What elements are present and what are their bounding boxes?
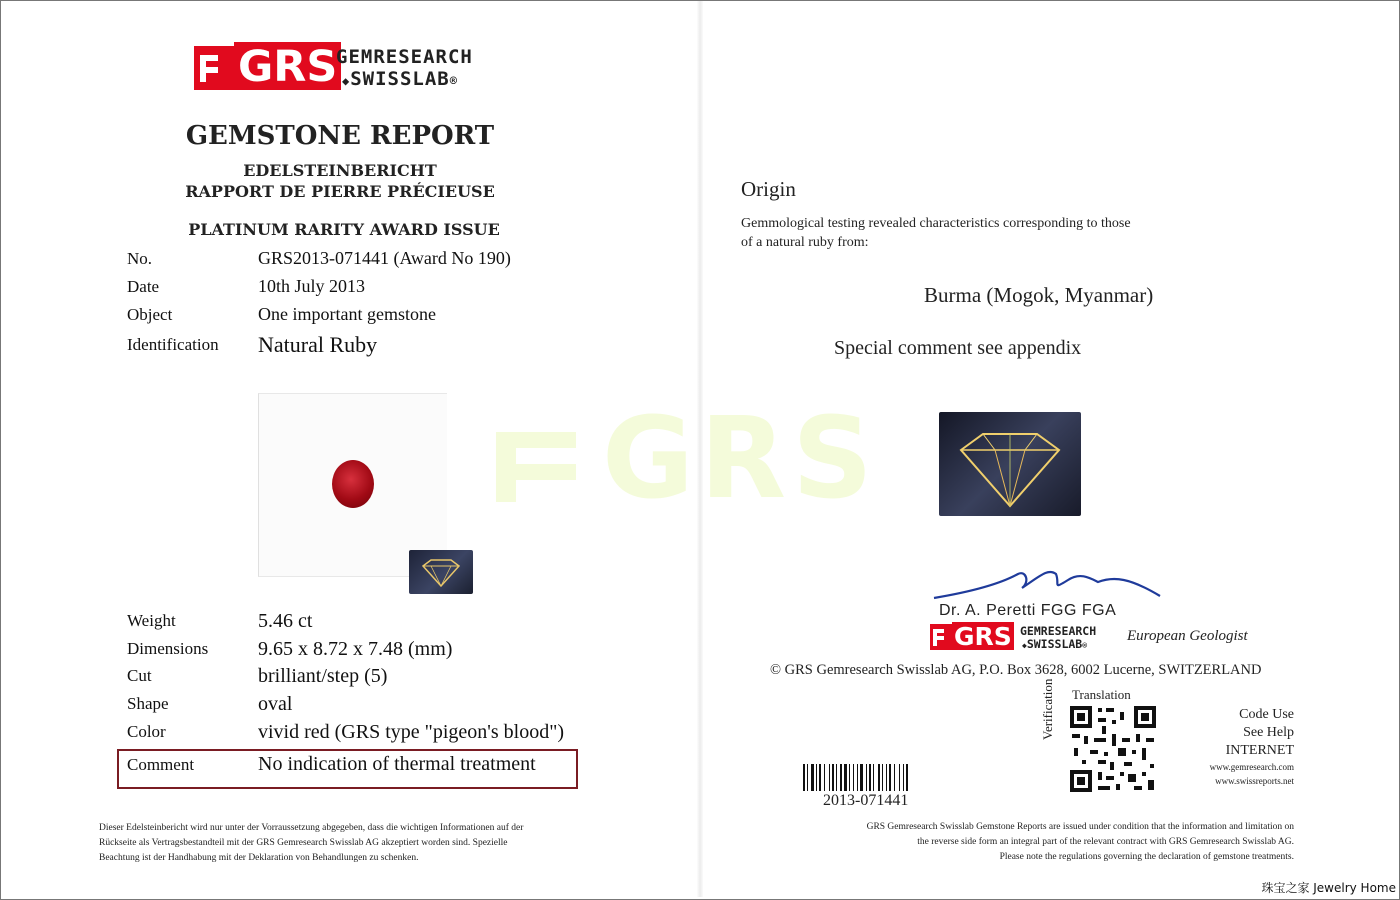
left-disclaimer-line: Rückseite als Vertragsbestandteil mit der GRS Gemresearch Swisslab AG akzeptiert worden sind. Spezielle bbox=[99, 838, 508, 848]
swiss-cross-icon bbox=[930, 624, 952, 650]
spec-value-weight: 5.46 ct bbox=[258, 610, 313, 632]
barcode-bar bbox=[903, 764, 904, 791]
spec-value-cut: brilliant/step (5) bbox=[258, 665, 388, 687]
barcode-bar bbox=[811, 764, 814, 791]
special-comment: Special comment see appendix bbox=[834, 337, 1082, 359]
verification-links bbox=[1210, 706, 1294, 788]
left-disclaimer-line: Beachtung ist der Handhabung mit der Deklaration von Behandlungen zu schenken. bbox=[99, 853, 419, 863]
spec-value-comment: No indication of thermal treatment bbox=[258, 753, 536, 775]
diamond-hologram-icon bbox=[409, 550, 473, 594]
logo-swisslab-text bbox=[1022, 637, 1087, 651]
watermark-text: GRS bbox=[602, 394, 879, 524]
verification-label: Verification bbox=[1040, 678, 1055, 740]
field-value-number: GRS2013-071441 (Award No 190) bbox=[258, 248, 511, 268]
report-subtitle-de: EDELSTEINBERICHT bbox=[243, 161, 437, 180]
barcode-bar bbox=[873, 764, 874, 791]
swiss-cross-icon bbox=[194, 46, 234, 90]
spec-label-comment: Comment bbox=[127, 755, 195, 774]
hologram-seal-small bbox=[409, 550, 473, 594]
barcode-bar bbox=[807, 764, 808, 791]
right-disclaimer bbox=[867, 820, 1294, 865]
barcode-bar bbox=[803, 764, 805, 791]
barcode-bar bbox=[819, 764, 821, 791]
right-disclaimer-line: Please note the regulations governing the declaration of gemstone treatments. bbox=[999, 852, 1294, 862]
spec-label-color: Color bbox=[127, 722, 166, 741]
field-value-object: One important gemstone bbox=[258, 304, 436, 324]
ruby-gemstone-image bbox=[332, 460, 374, 508]
code-use-label: Code Use bbox=[1239, 707, 1294, 722]
url-swissreports[interactable]: www.swissreports.net bbox=[1215, 776, 1294, 786]
spec-value-dimensions: 9.65 x 8.72 x 7.48 (mm) bbox=[258, 638, 453, 660]
internet-label: INTERNET bbox=[1225, 743, 1294, 758]
translation-label: Translation bbox=[1072, 687, 1131, 702]
barcode-number: 2013-071441 bbox=[823, 792, 909, 809]
left-disclaimer bbox=[99, 821, 523, 866]
logo-gemresearch-text: GEMRESEARCH bbox=[1020, 624, 1097, 638]
origin-description-line: of a natural ruby from: bbox=[741, 235, 869, 250]
copyright-address: © GRS Gemresearch Swisslab AG, P.O. Box 3628, 6002 Lucerne, SWITZERLAND bbox=[770, 662, 1262, 678]
logo-swisslab-text bbox=[342, 68, 458, 90]
field-value-date: 10th July 2013 bbox=[258, 276, 366, 296]
origin-description-line: Gemmological testing revealed characteristics corresponding to those bbox=[741, 216, 1131, 231]
barcode-bar bbox=[878, 764, 880, 791]
barcode-bar bbox=[889, 764, 891, 791]
qr-code[interactable] bbox=[1068, 704, 1158, 794]
field-value-identification: Natural Ruby bbox=[258, 332, 378, 357]
image-credit: 珠宝之家 Jewelry Home bbox=[1261, 881, 1396, 895]
barcode-bar bbox=[840, 764, 842, 791]
origin-title: Origin bbox=[741, 177, 796, 201]
diamond-hologram-icon bbox=[939, 412, 1081, 516]
field-label-identification: Identification bbox=[127, 335, 219, 354]
barcode-bar bbox=[816, 764, 817, 791]
barcode-bar bbox=[866, 764, 867, 791]
field-label-date: Date bbox=[127, 277, 160, 296]
logo-swisslab-label: SWISSLAB bbox=[1026, 637, 1083, 651]
field-label-object: Object bbox=[127, 305, 173, 324]
grs-logo-footer bbox=[930, 624, 1120, 652]
logo-gemresearch-text: GEMRESEARCH bbox=[336, 46, 473, 68]
barcode-bar bbox=[857, 764, 858, 791]
spec-label-dimensions: Dimensions bbox=[127, 639, 209, 658]
watermark-cross-icon bbox=[496, 412, 576, 512]
logo-grs-text: GRS bbox=[954, 622, 1012, 651]
grs-watermark bbox=[492, 394, 879, 524]
signer-title: European Geologist bbox=[1127, 628, 1248, 644]
url-gemresearch[interactable]: www.gemresearch.com bbox=[1209, 762, 1294, 772]
spec-label-shape: Shape bbox=[127, 694, 169, 713]
barcode bbox=[803, 764, 945, 791]
barcode-bar bbox=[869, 764, 871, 791]
comment-highlight-box bbox=[117, 749, 578, 789]
spec-label-weight: Weight bbox=[127, 611, 176, 630]
right-disclaimer-line: the reverse side form an integral part of the relevant contract with GRS Gemresearch Swisslab AG. bbox=[917, 837, 1294, 847]
spec-label-cut: Cut bbox=[127, 666, 152, 685]
barcode-bar bbox=[844, 764, 847, 791]
barcode-bar bbox=[824, 764, 825, 791]
spec-value-color: vivid red (GRS type "pigeon's blood") bbox=[258, 721, 565, 743]
barcode-bar bbox=[836, 764, 837, 791]
report-subtitle-fr: RAPPORT DE PIERRE PRÉCIEUSE bbox=[185, 182, 495, 201]
signer-name: Dr. A. Peretti FGG FGA bbox=[939, 602, 1117, 619]
logo-swisslab-label: SWISSLAB bbox=[350, 68, 450, 90]
left-disclaimer-line: Dieser Edelsteinbericht wird nur unter der Vorraussetzung abgegeben, dass die wichtigen Informationen auf der bbox=[99, 823, 524, 833]
field-label-number: No. bbox=[127, 249, 153, 268]
origin-description bbox=[741, 214, 1201, 252]
barcode-bar bbox=[829, 764, 830, 791]
barcode-bar bbox=[906, 764, 908, 791]
barcode-bar bbox=[882, 764, 883, 791]
barcode-bar bbox=[860, 764, 863, 791]
barcode-bar bbox=[886, 764, 887, 791]
diamond-icon: ◆ bbox=[342, 74, 351, 88]
spec-value-shape: oval bbox=[258, 693, 293, 715]
registered-mark: ® bbox=[449, 74, 458, 88]
barcode-bar bbox=[832, 764, 834, 791]
barcode-bar bbox=[853, 764, 854, 791]
award-issue: PLATINUM RARITY AWARD ISSUE bbox=[188, 220, 500, 239]
barcode-bar bbox=[894, 764, 895, 791]
origin-place: Burma (Mogok, Myanmar) bbox=[924, 283, 1154, 307]
logo-grs-text: GRS bbox=[234, 42, 341, 90]
grs-logo-header bbox=[194, 42, 484, 92]
signature bbox=[930, 562, 1170, 606]
barcode-bar bbox=[849, 764, 850, 791]
barcode-bar bbox=[899, 764, 900, 791]
right-disclaimer-line: GRS Gemresearch Swisslab Gemstone Reports are issued under condition that the information and limitation on bbox=[866, 822, 1294, 832]
report-title: GEMSTONE REPORT bbox=[185, 121, 495, 151]
diamond-icon: ◆ bbox=[1022, 641, 1027, 650]
hologram-seal-large bbox=[939, 412, 1081, 516]
registered-mark: ® bbox=[1082, 641, 1088, 650]
see-help-label: See Help bbox=[1243, 725, 1294, 740]
